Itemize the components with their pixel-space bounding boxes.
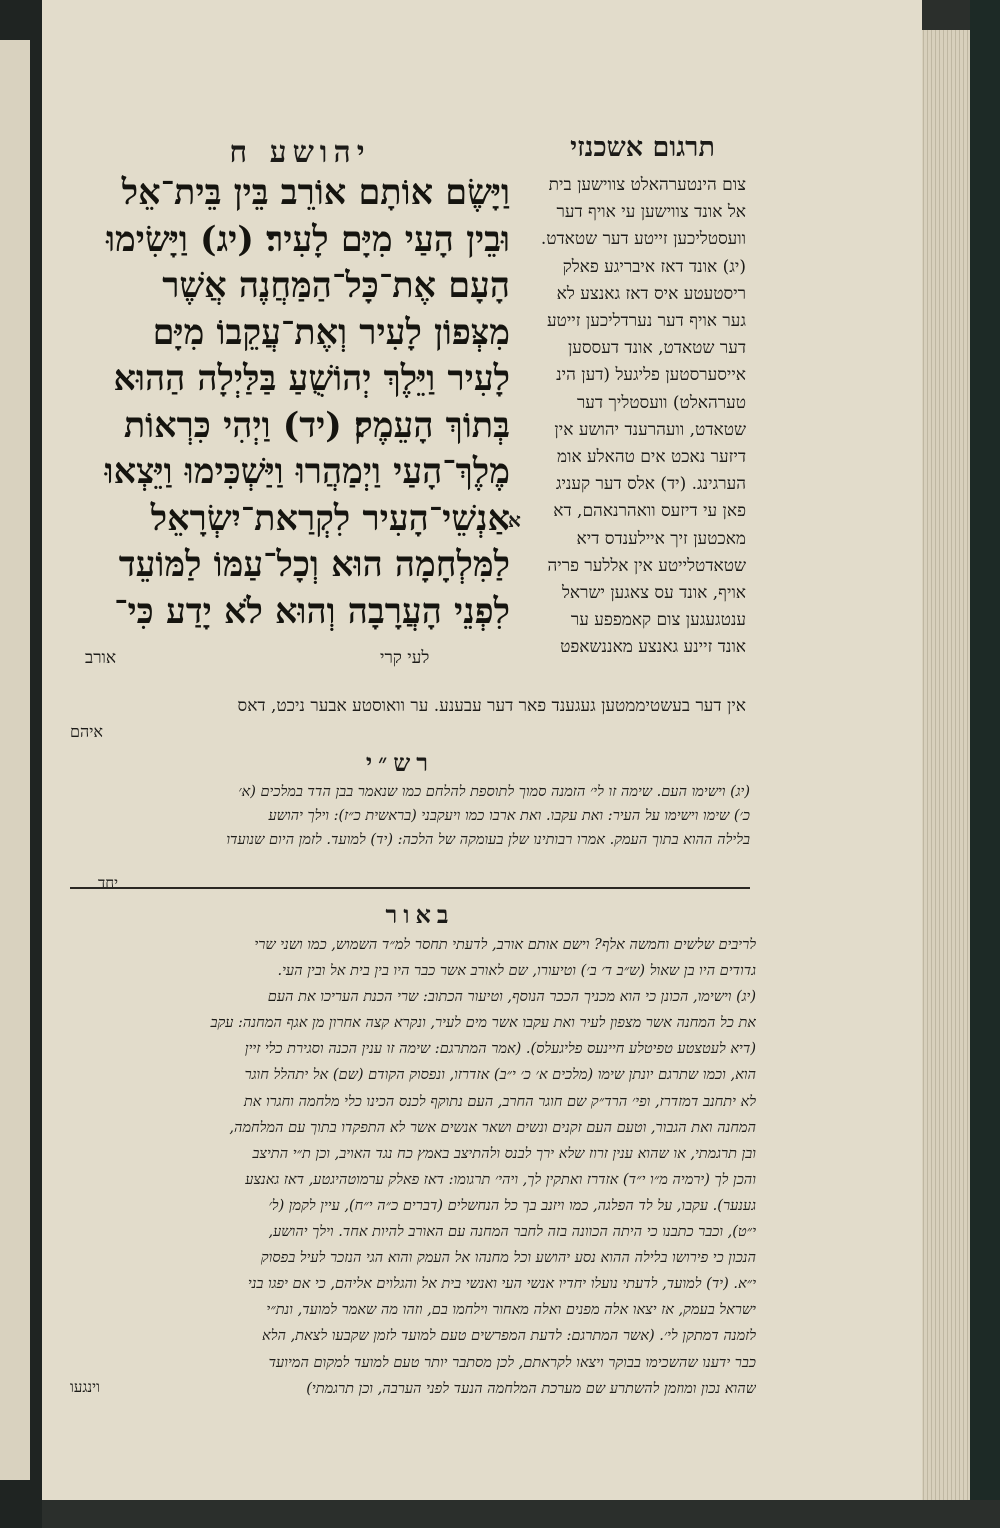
targum-line: ענטגעגען צום קאמפפע ער bbox=[570, 610, 746, 631]
biur-line: ובן תרגמתי, או שהוא ענין זרוז שלא ירך לבנס ולהתיצב באמץ כח נגד האויב, וכן ת״י התיצב bbox=[252, 1145, 756, 1162]
rashi-line: כ׳) שימו וישימו על העיר: ואת עקבו. ואת ארבו כמו ויעקבני (בראשית כ״ז): וילך יהושע bbox=[268, 808, 750, 824]
targum-line: פאן עי דיזעס וואהרנאהם, דא bbox=[553, 501, 746, 522]
targum-line: אויף, אונד עס צאגען ישראל bbox=[561, 583, 746, 604]
page-catchword: וינגעו bbox=[70, 1378, 100, 1396]
scan-background bbox=[42, 1500, 1000, 1528]
biur-line: והכן לך (ירמיה מ״ו י״ד) אזדרז ואתקין לך, ויהי׳ תרגומו: דאז פאלק ערמוטהיגטע, דאז גאנצע bbox=[245, 1171, 756, 1188]
targum-line: ריסטעטע איס דאז גאנצע לא bbox=[556, 283, 746, 304]
bible-line: אַנְשֵׁי־הָעִיר לִקְרַאת־יִשְׂרָאֵל bbox=[150, 497, 510, 539]
qere-note: לעי קרי bbox=[380, 648, 430, 668]
bible-line: מִצְּפוֹן לָעִיר וְאֶת־עֲקֵבוֹ מִיָּם bbox=[152, 311, 510, 353]
bible-line: בְּתוֹךְ הָעֵמֶק׃ (יד) וַיְהִי כִּרְאוֹת bbox=[123, 404, 510, 446]
note-marker: א bbox=[508, 508, 521, 532]
bible-line: וּבֵין הָעַי מִיָּם לָעִיר׃ (יג) וַיָּשִׂימוּ bbox=[106, 218, 510, 260]
bible-line: מֶלֶךְ־הָעַי וַיְמַהֲרוּ וַיַּשְׁכִּימוּ וַיֵּצְאוּ bbox=[104, 451, 510, 492]
targum-line: אונד זיינע גאנצע מאננשאפט bbox=[560, 637, 746, 658]
biur-line: המחנה ואת הגבור, וטעם העם זקנים ונשים ושאר אנשים אשר לא התפקדו בתוך עם המלחמה, bbox=[229, 1119, 756, 1136]
biur-line: הוא, וכמו שתרגם יונתן שימו (מלכים א׳ כ׳ י״ב) אזדרזו, ונפסוק הקודם (שם) אל יתהלל חוגר bbox=[244, 1067, 756, 1084]
targum-line: אל אונד צווישען עי אויף דער bbox=[556, 202, 746, 223]
rashi-line: בלילה ההוא בתוך העמק. אמרו רבותינו שלן בעומקה של הלכה: (יד) למועד. לזמן היום שנועדו bbox=[226, 832, 750, 848]
targum-line: צום הינטערהאלט צווישען בית bbox=[548, 175, 746, 195]
targum-line: אייסערסטען פליגעל (דען הינ bbox=[556, 365, 746, 386]
bible-text-column bbox=[55, 170, 510, 635]
biur-line: לריבים שלשים וחמשה אלף? וישם אותם אורב, לדעתי תחסר למ״ד השמוש, כמו ושני שרי bbox=[254, 937, 756, 953]
facing-page-edge bbox=[0, 40, 30, 1480]
bible-line: לַמִּלְחָמָה הוּא וְכָל־עַמּוֹ לַמּוֹעֵד bbox=[118, 544, 510, 585]
targum-line: גער אויף דער נערדליכען זייטע bbox=[546, 311, 746, 332]
book-cover bbox=[970, 0, 1000, 1528]
targum-continuation-line: אין דער בעשטיממטען געגענד פאר דער עבענע. ער וואוסטע אבער ניכט, דאס bbox=[237, 696, 746, 716]
rashi-title: רש״י bbox=[365, 748, 435, 777]
bible-line: לִפְנֵי הָעֲרָבָה וְהוּא לֹא יָדַע כִּי־ bbox=[114, 590, 510, 632]
targum-column bbox=[518, 172, 746, 662]
bible-line: הָעָם אֶת־כָּל־הַמַּחֲנֶה אֲשֶׁר bbox=[162, 265, 510, 306]
targum-line: שטאדט, וועהרענד יהושע אין bbox=[554, 419, 746, 440]
biur-line: גענער). עקבו, על לד הפלגה, כמו ויזנב בך כל הנחשלים (דברים כ״ה י״ח), עיין לקמן (ל׳ bbox=[268, 1197, 756, 1214]
biur-line: ישראל בעמק, אז יצאו אלה מפנים ואלה מאחור וילחמו בם, וזהו מה שאמר למועד, ונת״י bbox=[266, 1302, 756, 1319]
bible-line: לָעִיר וַיֵּלֶךְ יְהוֹשֻׁעַ בַּלַּיְלָה הַהוּא bbox=[113, 358, 510, 399]
targum-line: שטאדטלייטע אין אללער פריה bbox=[547, 555, 746, 576]
targum-line: וועסטליכען זייטע דער שטאדט. bbox=[540, 229, 746, 250]
targum-header: תרגום אשכנזי bbox=[570, 132, 715, 163]
rashi-catchword: יחד bbox=[98, 874, 119, 892]
biur-line: (דיא לעטצטע טפיטלע חיינעס פליגעלס). (אמר המתרגם: שימה זו ענין הכנה וסגירת כלי זיין bbox=[244, 1041, 756, 1058]
targum-catchword: איהם bbox=[70, 722, 103, 741]
book-chapter-header: יהושע ח bbox=[229, 135, 371, 170]
biur-line: לזמנה דמתקן לי׳. (אשר המתרגם: לדעת המפרשים טעם למועד לזמן שקבעו לצאת, הלא bbox=[262, 1328, 756, 1345]
targum-line: (יג) אונד דאז איבריגע פאלק bbox=[562, 256, 746, 277]
biur-line: שהוא נכון ומוזמן להשתרע שם מערכת המלחמה הנעד לפני הערבה, וכן תרגמתי) bbox=[306, 1380, 756, 1397]
biur-line: כבר ידענו שהשכימו בבוקר ויצאו לקראתם, לכן מסתבר יותר טעם למועד למקום המיועד bbox=[268, 1354, 756, 1371]
left-book-edge bbox=[0, 0, 42, 1528]
biur-line: לא יתחנב דמזדרז, ופי׳ הרד״ק שם חוגר החרב, העם נתוקף לכנס הכינו כלי מלחמה וחגרו את bbox=[243, 1093, 756, 1110]
ketiv-note: אורב bbox=[85, 648, 117, 668]
rashi-commentary bbox=[70, 780, 750, 852]
section-divider bbox=[70, 887, 750, 889]
biur-line: את כל המחנה אשר מצפון לעיר ואת עקבו אשר מים לעיר, ונקרא קצה אחרון מן אגף המחנה: עקב bbox=[210, 1015, 756, 1032]
rashi-line: (יג) וישימו העם. שימה זו לי׳ הזמנה סמוך לתוספת להלחם כמו שנאמר בבן הדד במלכים (א׳ bbox=[238, 784, 750, 800]
targum-line: דיזער נאכט אים טהאלע אומ bbox=[557, 447, 746, 468]
biur-title: באור bbox=[385, 900, 455, 929]
biur-line: (יג) וישימו, הכונן כי הוא מכניך הככר הנוסף, וטיעור הכתוב: שרי הכנת העריכו את העם bbox=[267, 989, 756, 1006]
bible-line: וַיָּשֶׂם אוֹתָם אוֹרֵב בֵּין בֵּית־אֵל bbox=[121, 172, 510, 213]
targum-line: הערגינג. (יד) אלס דער קעניג bbox=[555, 474, 746, 495]
biur-line: הנכון כי פירושו בלילה ההוא נסע יהושע וכל מחנהו אל העמק והוא הגי הנזכר לעיל בפסוק bbox=[260, 1250, 756, 1267]
biur-line: גדודים היו בן שאול (ש״ב ד׳ ב׳) וטיעורו, שם לאורב אשר כבר היו בין בית אל ובין העי. bbox=[277, 963, 756, 980]
targum-line: טערהאלט) וועסטליך דער bbox=[576, 392, 746, 413]
biur-line: י״ט), וכבר כתבנו כי היתה הכוונה בזה לחבר המחנה עם האורב להיות אחד. וילך יהושע, bbox=[268, 1224, 756, 1241]
targum-line: דער שטאדט, אונד דעססען bbox=[567, 338, 746, 359]
targum-line: מאכטען זיך איילענדס דיא bbox=[576, 528, 746, 549]
biur-line: י״א. (יד) למועד, לדעתי נועלו יחדיו אנשי העי ואנשי בית אל והגלוים אליהם, כי אם יפגו בני bbox=[247, 1276, 756, 1293]
biur-commentary bbox=[66, 932, 756, 1402]
